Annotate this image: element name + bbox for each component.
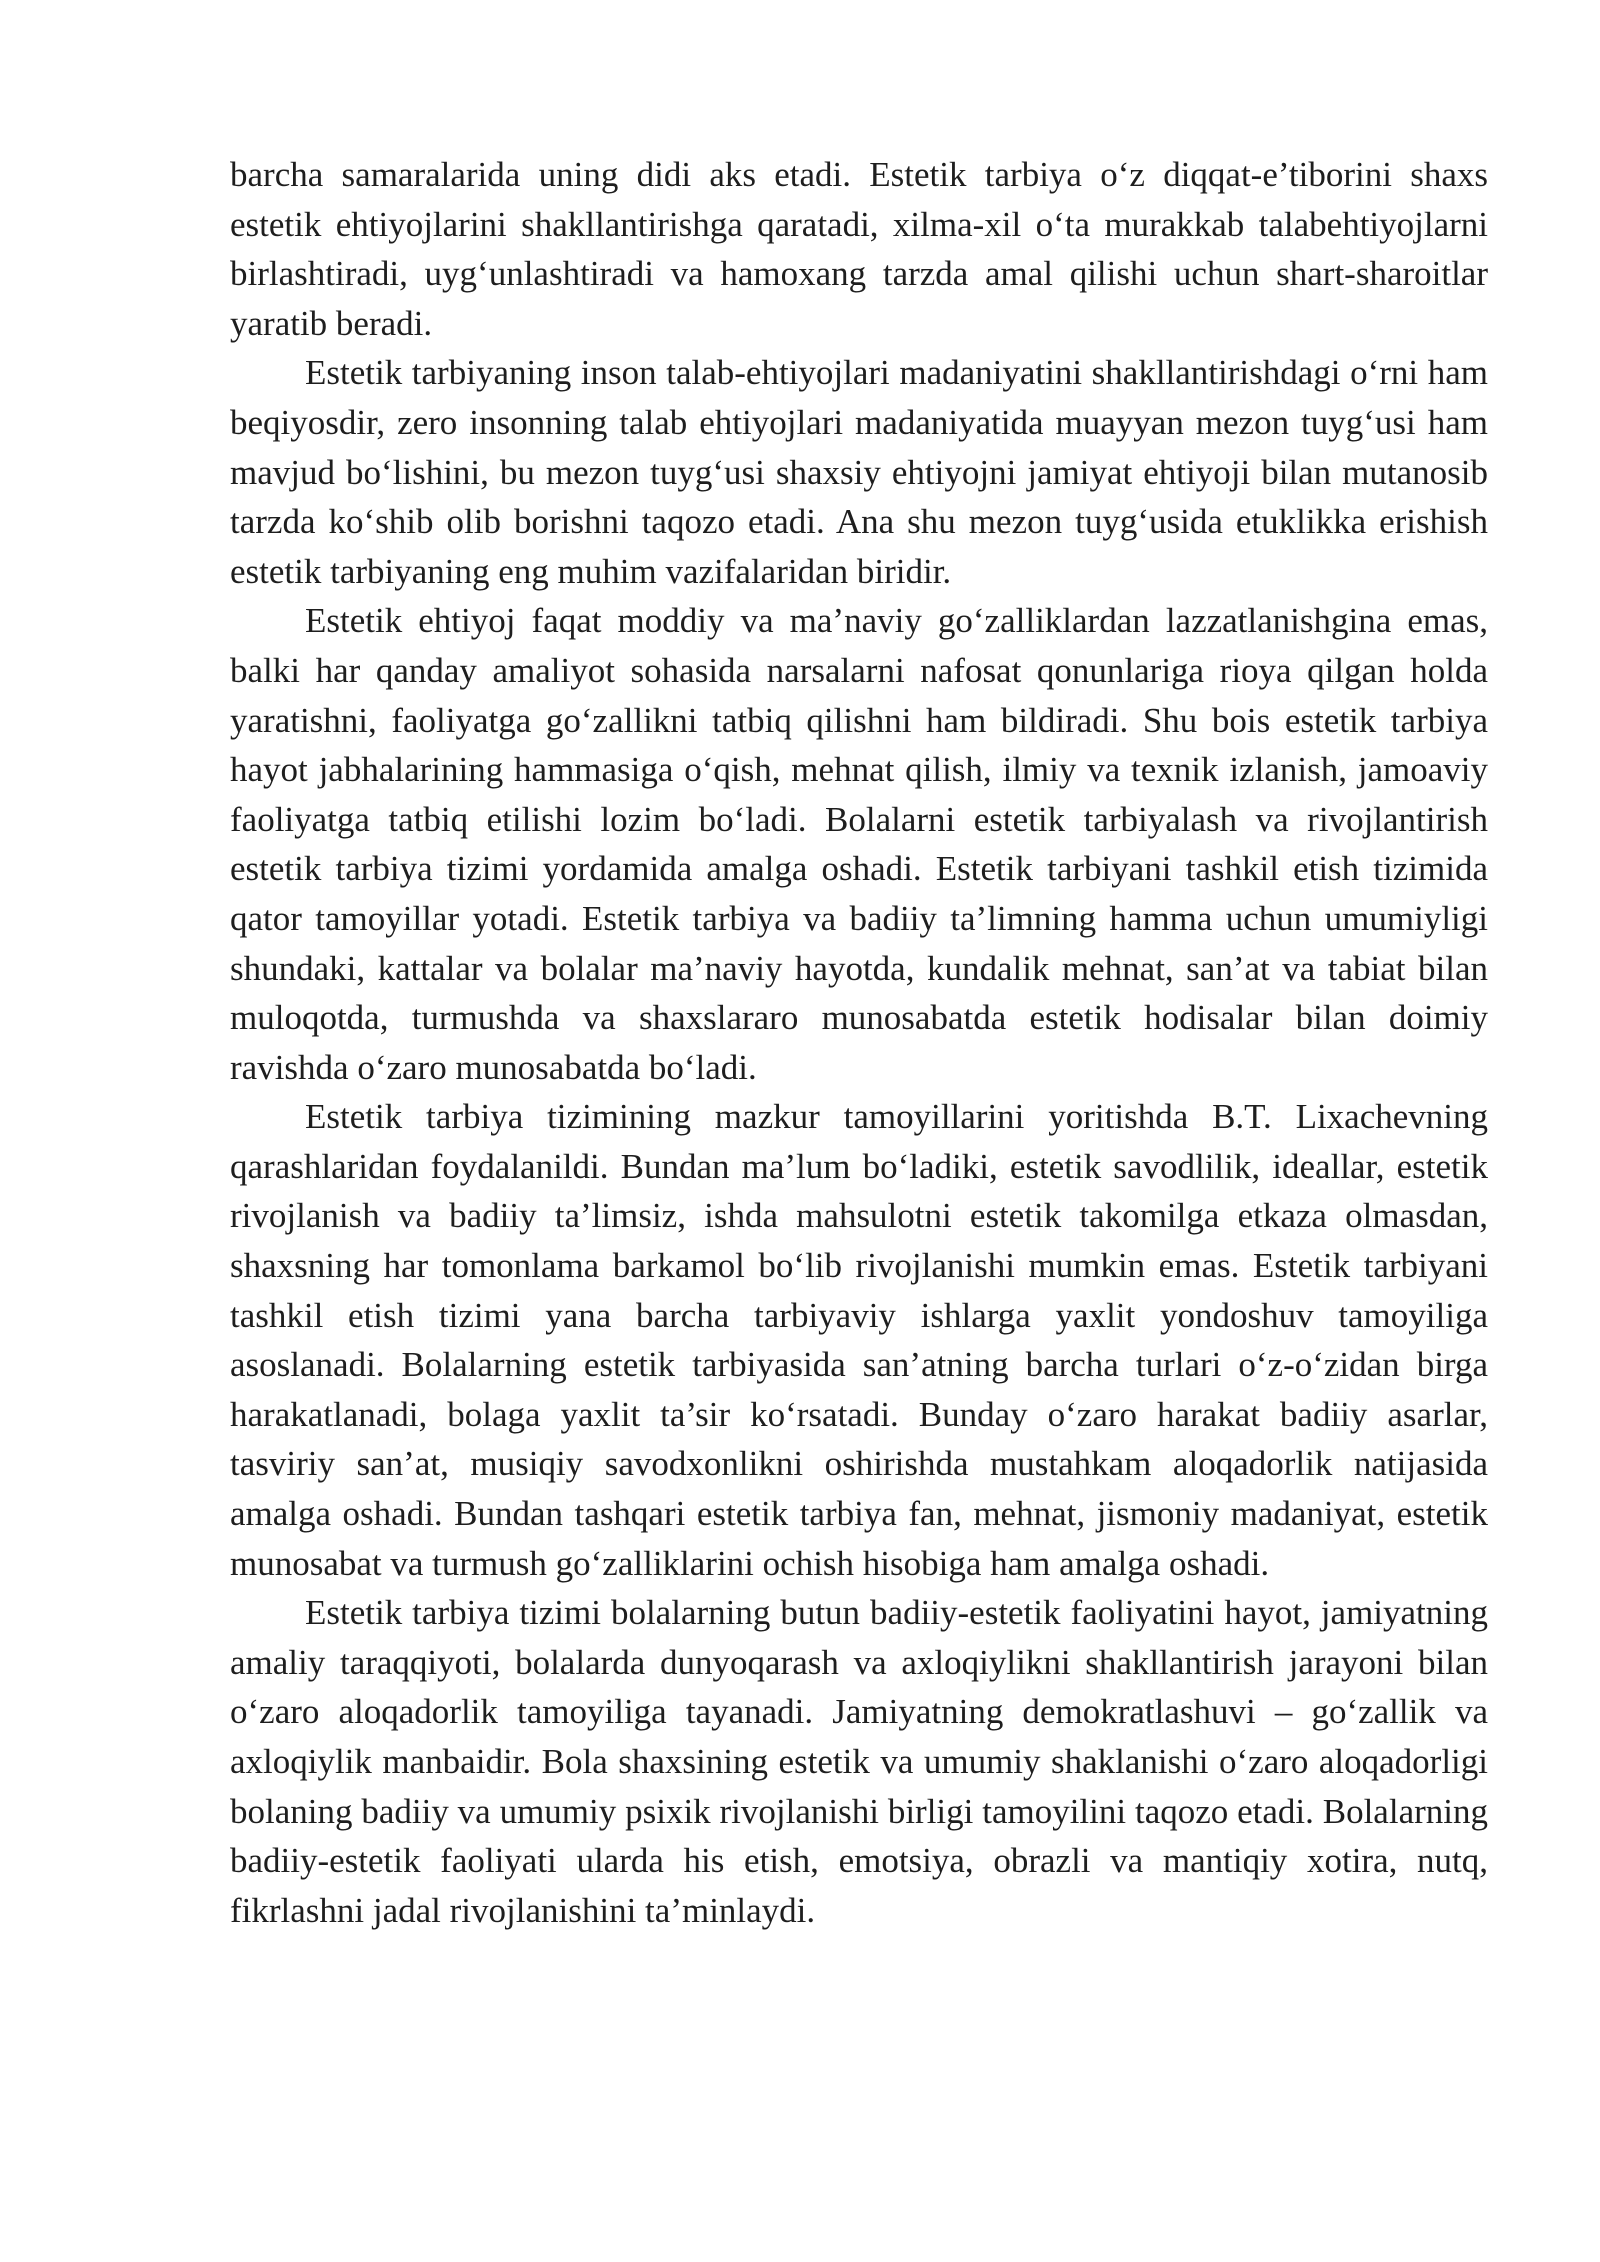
paragraph-3: Estetik ehtiyoj faqat moddiy va ma’naviy go‘zalliklardan lazzatlanishgina emas, balki har qanday amaliyot sohasida narsalarni nafosat qonunlariga rioya qilgan holda yaratishni, faoliyatga go‘zallikni tatbiq qilishni ham bildiradi. Shu bois estetik tarbiya hayot jabhalarining hammasiga o‘qish, mehnat qilish, ilmiy va texnik izlanish, jamoaviy faoliyatga tatbiq etilishi lozim bo‘ladi. Bolalarni estetik tarbiyalash va rivojlantirish estetik tarbiya tizimi yordamida amalga oshadi. Estetik tarbiyani tashkil etish tizimida qator tamoyillar yotadi. Estetik tarbiya va badiiy ta’limning hamma uchun umumiyligi shundaki, kattalar va bolalar ma’naviy hayotda, kundalik mehnat, san’at va tabiat bilan muloqotda, turmushda va shaxslararo munosabatda estetik hodisalar bilan doimiy ravishda o‘zaro munosabatda bo‘ladi.: [230, 601, 1488, 1087]
paragraph-2: Estetik tarbiyaning inson talab-ehtiyojlari madaniyatini shakllantirishdagi o‘rni ham beqiyosdir, zero insonning talab ehtiyojlari madaniyatida muayyan mezon tuyg‘usi ham mavjud bo‘lishini, bu mezon tuyg‘usi shaxsiy ehtiyojni jamiyat ehtiyoji bilan mutanosib tarzda ko‘shib olib borishni taqozo etadi. Ana shu mezon tuyg‘usida etuklikka erishish estetik tarbiyaning eng muhim vazifalaridan biridir.: [230, 353, 1488, 591]
document-page: [230, 150, 1488, 1935]
paragraph-1: barcha samaralarida uning didi aks etadi. Estetik tarbiya o‘z diqqat-e’tiborini shaxs estetik ehtiyojlarini shakllantirishga qaratadi, xilma-xil o‘ta murakkab talabehtiyojlarni birlashtiradi, uyg‘unlashtiradi va hamoxang tarzda amal qilishi uchun shart-sharoitlar yaratib beradi.: [230, 155, 1488, 343]
paragraph-4: Estetik tarbiya tizimining mazkur tamoyillarini yoritishda B.T. Lixachevning qarashlaridan foydalanildi. Bundan ma’lum bo‘ladiki, estetik savodlilik, ideallar, estetik rivojlanish va badiiy ta’limsiz, ishda mahsulotni estetik takomilga etkaza olmasdan, shaxsning har tomonlama barkamol bo‘lib rivojlanishi mumkin emas. Estetik tarbiyani tashkil etish tizimi yana barcha tarbiyaviy ishlarga yaxlit yondoshuv tamoyiliga asoslanadi. Bolalarning estetik tarbiyasida san’atning barcha turlari o‘z-o‘zidan birga harakatlanadi, bolaga yaxlit ta’sir ko‘rsatadi. Bunday o‘zaro harakat badiiy asarlar, tasviriy san’at, musiqiy savodxonlikni oshirishda mustahkam aloqadorlik natijasida amalga oshadi. Bundan tashqari estetik tarbiya fan, mehnat, jismoniy madaniyat, estetik munosabat va turmush go‘zalliklarini ochish hisobiga ham amalga oshadi.: [230, 1097, 1488, 1583]
paragraph-5: Estetik tarbiya tizimi bolalarning butun badiiy-estetik faoliyatini hayot, jamiyatning amaliy taraqqiyoti, bolalarda dunyoqarash va axloqiylikni shakllantirish jarayoni bilan o‘zaro aloqadorlik tamoyiliga tayanadi. Jamiyatning demokratlashuvi – go‘zallik va axloqiylik manbaidir. Bola shaxsining estetik va umumiy shaklanishi o‘zaro aloqadorligi bolaning badiiy va umumiy psixik rivojlanishi birligi tamoyilini taqozo etadi. Bolalarning badiiy-estetik faoliyati ularda his etish, emotsiya, obrazli va mantiqiy xotira, nutq, fikrlashni jadal rivojlanishini ta’minlaydi.: [230, 1593, 1488, 1930]
